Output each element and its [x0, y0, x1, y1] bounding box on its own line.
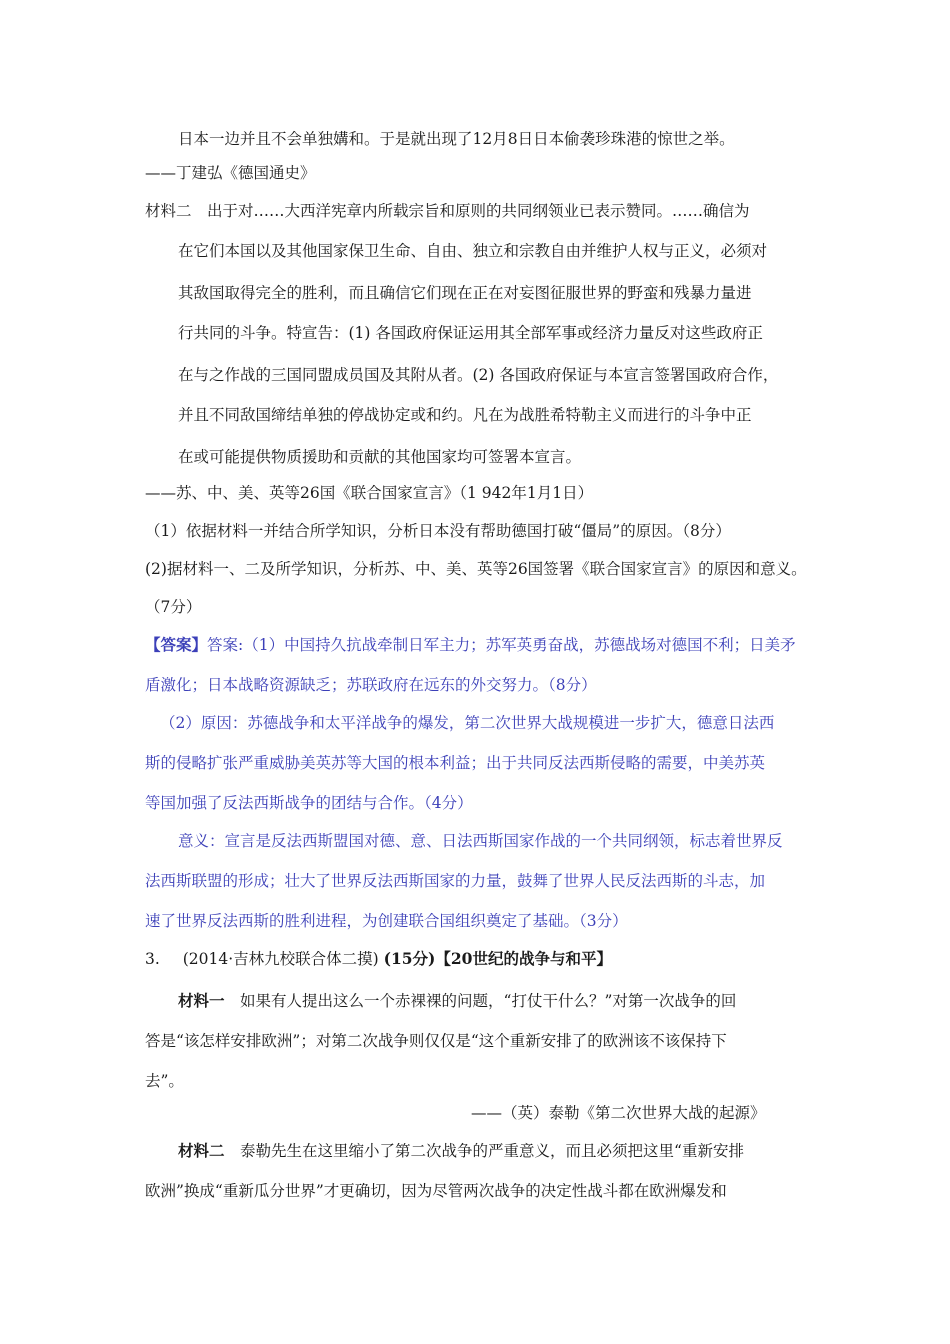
material-label: 材料二 [178, 1141, 225, 1160]
answer-tag: 【答案】 [145, 635, 208, 654]
material-line [178, 1141, 744, 1161]
text-line: 在或可能提供物质援助和贡献的其他国家均可签署本宣言。 [178, 448, 582, 466]
question-source: (2014·吉林九校联合体二摸) [182, 950, 379, 968]
material-text: 如果有人提出这么一个赤裸裸的问题，“打仗干什么？”对第一次战争的回 [224, 992, 737, 1010]
question-header [145, 949, 612, 969]
answer-line: 盾激化；日本战略资源缺乏；苏联政府在远东的外交努力。（8分） [145, 676, 597, 694]
text-line: 行共同的斗争。特宣告：(1) 各国政府保证运用其全部军事或经济力量反对这些政府正 [178, 324, 763, 342]
text-line: 其敌国取得完全的胜利，而且确信它们现在正在对妄图征服世界的野蛮和残暴力量进 [178, 284, 752, 302]
answer-line: 意义：宣言是反法西斯盟国对德、意、日法西斯国家作战的一个共同纲领，标志着世界反 [178, 832, 783, 850]
material-line: 答是“该怎样安排欧洲”；对第二次战争则仅仅是“这个重新安排了的欧洲该不该保持下 [145, 1032, 727, 1050]
source-citation: ——（英）泰勒《第二次世界大战的起源》 [471, 1104, 766, 1122]
answer-line: 法西斯联盟的形成；壮大了世界反法西斯国家的力量，鼓舞了世界人民反法西斯的斗志，加 [145, 872, 766, 890]
material-text: 泰勒先生在这里缩小了第二次战争的严重意义，而且必须把这里“重新安排 [224, 1142, 744, 1160]
text-line: 日本一边并且不会单独媾和。于是就出现了12月8日日本偷袭珍珠港的惊世之举。 [178, 130, 735, 148]
material-line [178, 991, 736, 1011]
text-line: 在它们本国以及其他国家保卫生命、自由、独立和宗教自由并维护人权与正义，必须对 [178, 242, 768, 260]
material-line: 欧洲”换成“重新瓜分世界”才更确切，因为尽管两次战争的决定性战斗都在欧洲爆发和 [145, 1182, 727, 1200]
text-line: 并且不同敌国缔结单独的停战协定或和约。凡在为战胜希特勒主义而进行的斗争中正 [178, 406, 752, 424]
answer-line: （2）原因：苏德战争和太平洋战争的爆发，第二次世界大战规模进一步扩大，德意日法西 [160, 714, 775, 732]
source-citation: ——苏、中、美、英等26国《联合国家宣言》（1 942年1月1日） [145, 484, 594, 502]
answer-text: 答案:（1）中国持久抗战牵制日军主力；苏军英勇奋战，苏德战场对德国不利；日美矛 [207, 636, 796, 654]
text-line: 材料二 出于对……大西洋宪章内所载宗旨和原则的共同纲领业已表示赞同。……确信为 [145, 202, 750, 220]
question-item: (2)据材料一、二及所学知识，分析苏、中、美、英等26国签署《联合国家宣言》的原因和意义。 [145, 560, 807, 578]
question-item: （1）依据材料一并结合所学知识，分析日本没有帮助德国打破“僵局”的原因。（8分） [145, 522, 731, 540]
question-topic: 【20世纪的战争与和平】 [435, 949, 612, 968]
answer-line [145, 635, 796, 655]
material-line: 去”。 [145, 1072, 184, 1090]
question-score: （7分） [145, 598, 202, 616]
text-line: 在与之作战的三国同盟成员国及其附从者。(2) 各国政府保证与本宣言签署国政府合作， [178, 366, 779, 384]
question-number: 3. [145, 950, 160, 968]
answer-line: 等国加强了反法西斯战争的团结与合作。（4分） [145, 794, 473, 812]
material-label: 材料一 [178, 991, 225, 1010]
answer-line: 斯的侵略扩张严重威胁美英苏等大国的根本利益；出于共同反法西斯侵略的需要，中美苏英 [145, 754, 766, 772]
source-citation: ——丁建弘《德国通史》 [145, 164, 316, 182]
question-score: (15分) [383, 949, 436, 968]
answer-line: 速了世界反法西斯的胜利进程，为创建联合国组织奠定了基础。（3分） [145, 912, 628, 930]
